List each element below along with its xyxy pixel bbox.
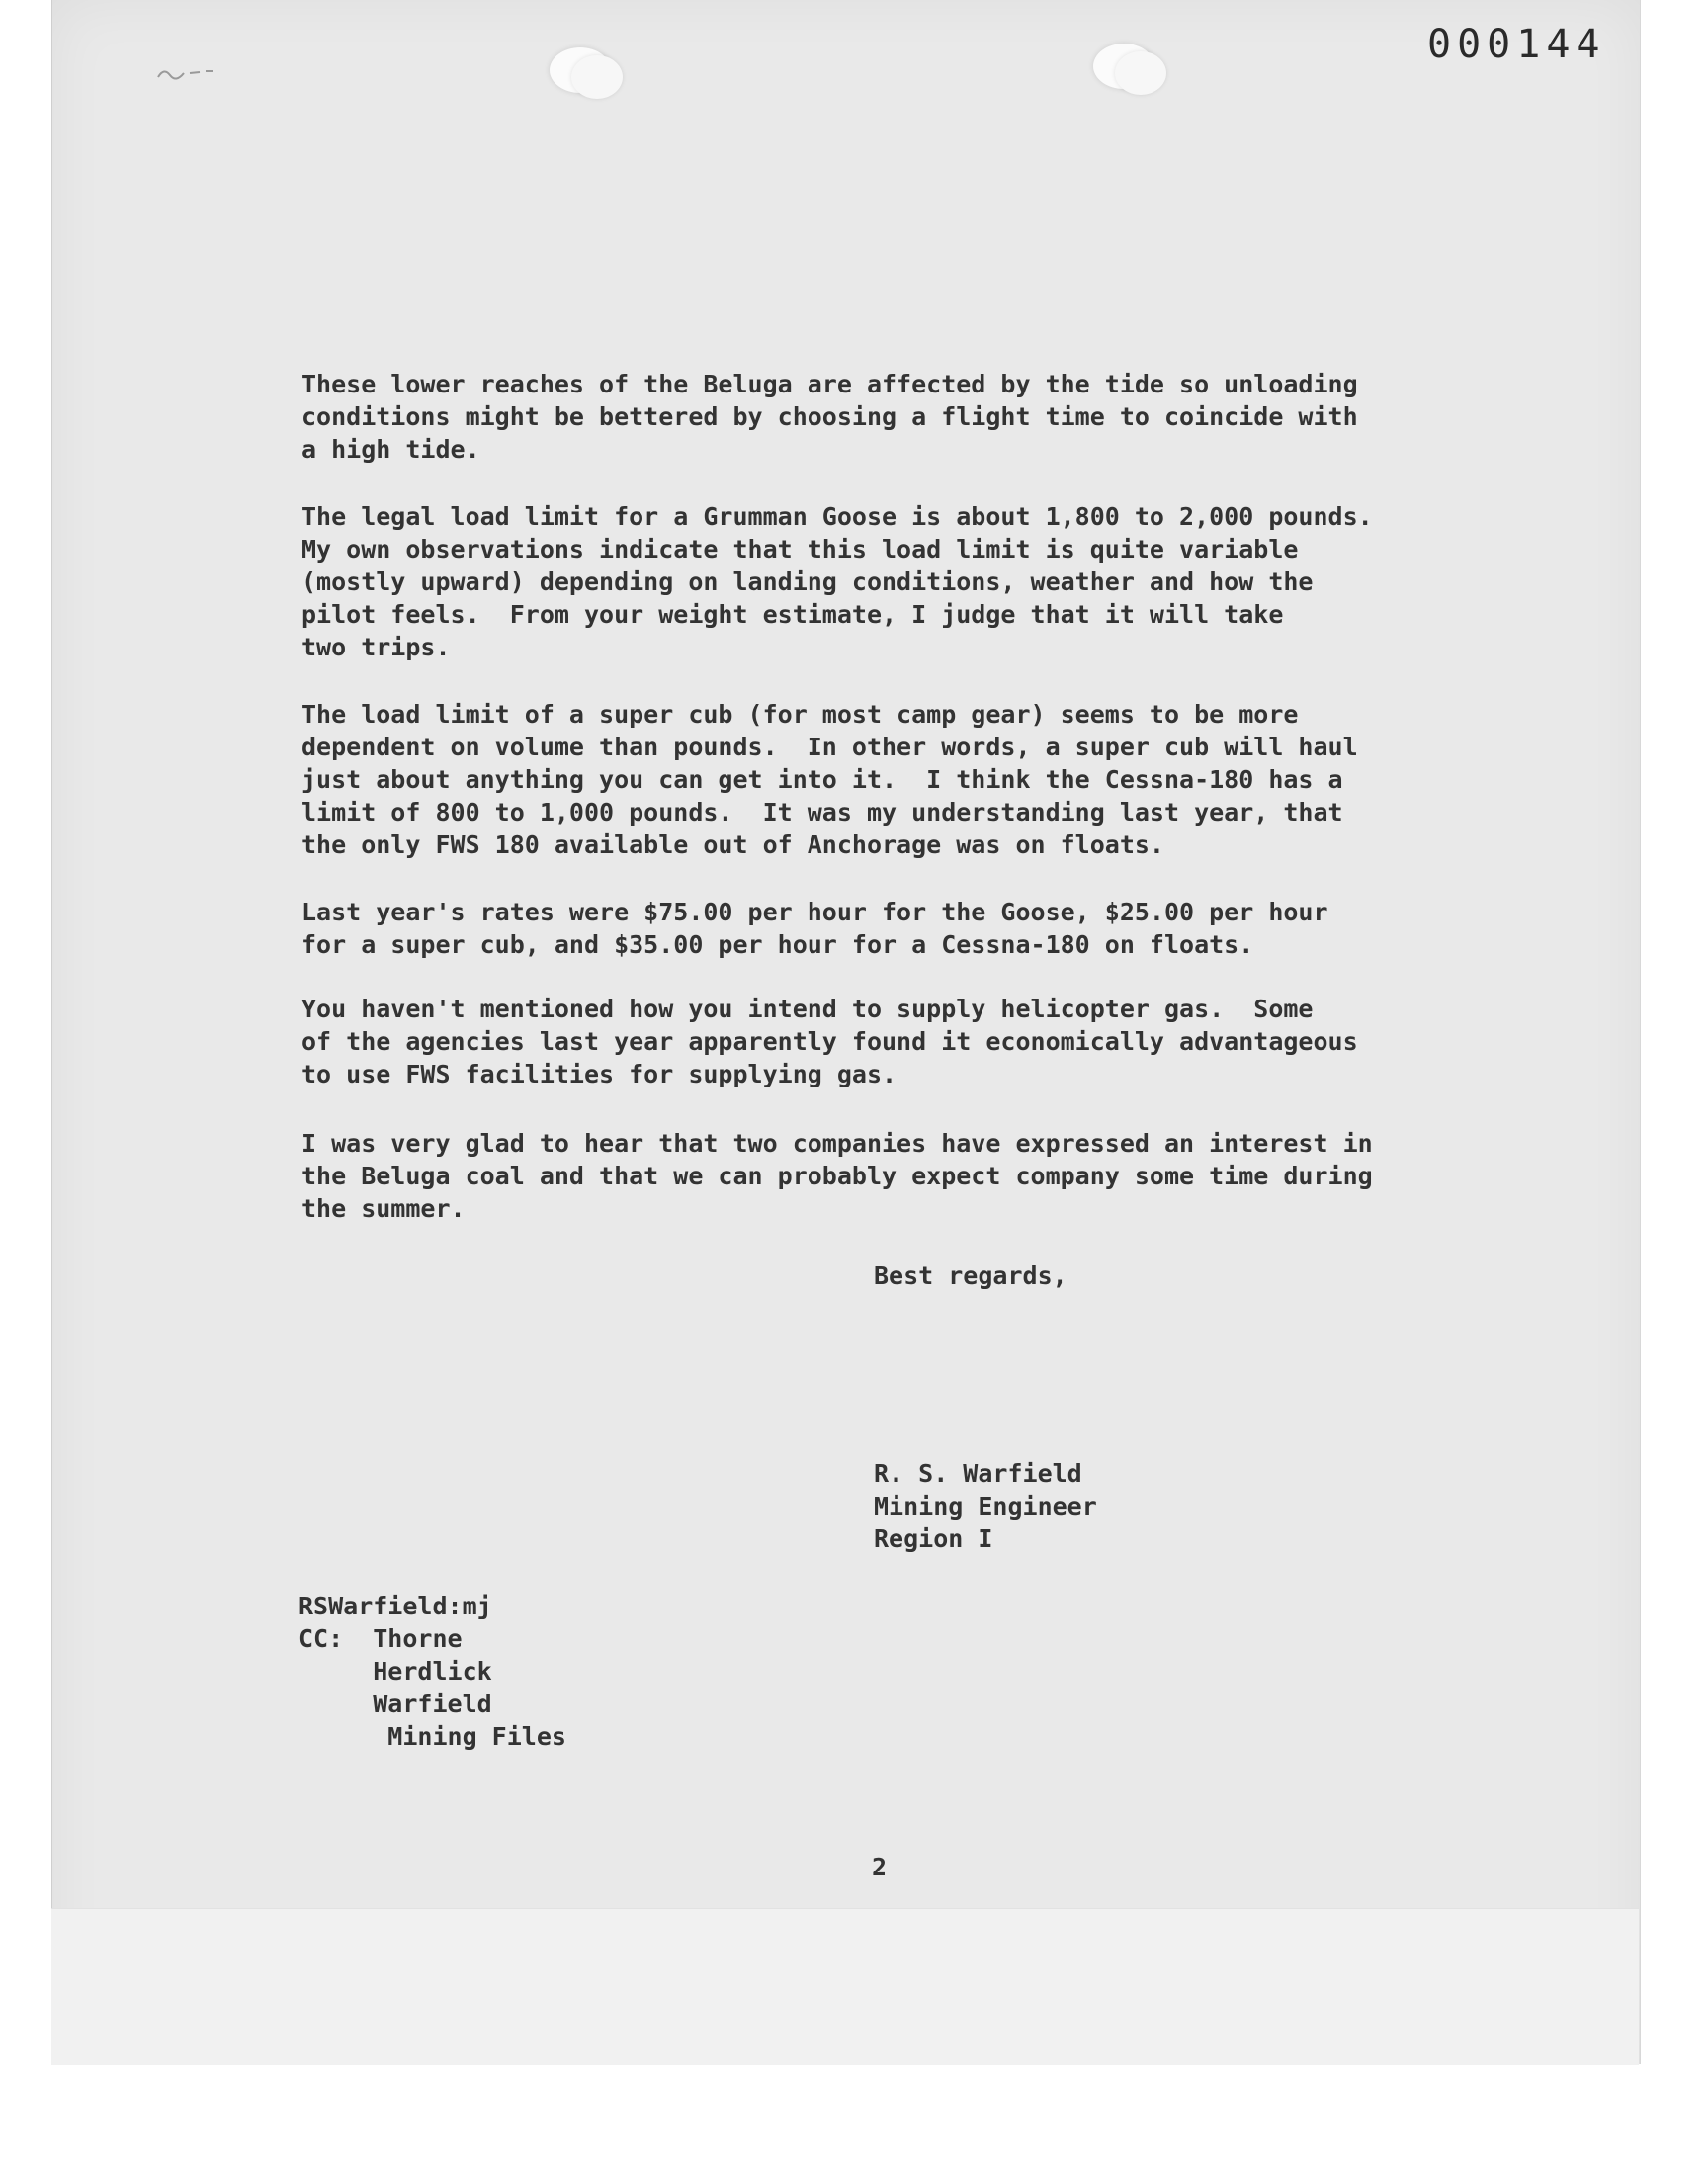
signature-block [874, 1457, 1097, 1555]
scan-bottom-band [51, 1908, 1639, 2065]
page-number: 2 [872, 1853, 888, 1881]
paragraph-goose-load-limit: The legal load limit for a Grumman Goose is about 1,800 to 2,000 pounds. My own observations indicate that this load limit is quite variable (mostly upward) depending on landing conditions, weather and how the pilot feels. From your weight estimate, I judge that it will take two trips. [301, 502, 1373, 661]
paragraph-super-cub-load-limit: The load limit of a super cub (for most camp gear) seems to be more dependent on volume than pounds. In other words, a super cub will haul just about anything you can get into it. I think the Cessna-180 has a limit of 800 to 1,000 pounds. It was my understanding last year, that the only FWS 180 available out of Anchorage was on floats. [301, 700, 1358, 859]
closing: Best regards, [874, 1262, 1068, 1290]
signature-region: Region I [874, 1524, 993, 1553]
pencil-mark [156, 63, 235, 83]
punch-hole [1093, 44, 1154, 89]
paragraph-rates: Last year's rates were $75.00 per hour for the Goose, $25.00 per hour for a super cub, and $35.00 per hour for a Cessna-180 on floats. [301, 898, 1328, 959]
signature-title: Mining Engineer [874, 1492, 1097, 1521]
paragraph-tide: These lower reaches of the Beluga are affected by the tide so unloading conditions might be bettered by choosing a flight time to coincide with a high tide. [301, 370, 1358, 464]
cc-line: CC: Thorne [299, 1624, 463, 1653]
signature-name: R. S. Warfield [874, 1459, 1082, 1488]
cc-line: Herdlick [299, 1657, 492, 1686]
punch-hole [550, 47, 611, 93]
cc-line: Mining Files [299, 1722, 566, 1751]
typist-initials: RSWarfield:mj [299, 1592, 492, 1620]
document-stamp-number: 000144 [1427, 22, 1606, 67]
paragraph-beluga-coal: I was very glad to hear that two companies have expressed an interest in the Beluga coal and that we can probably expect company some time during the summer. [301, 1129, 1373, 1223]
paragraph-helicopter-gas: You haven't mentioned how you intend to supply helicopter gas. Some of the agencies last year apparently found it economically advantageous to use FWS facilities for supplying gas. [301, 995, 1358, 1088]
cc-block [299, 1590, 566, 1753]
cc-line: Warfield [299, 1690, 492, 1718]
